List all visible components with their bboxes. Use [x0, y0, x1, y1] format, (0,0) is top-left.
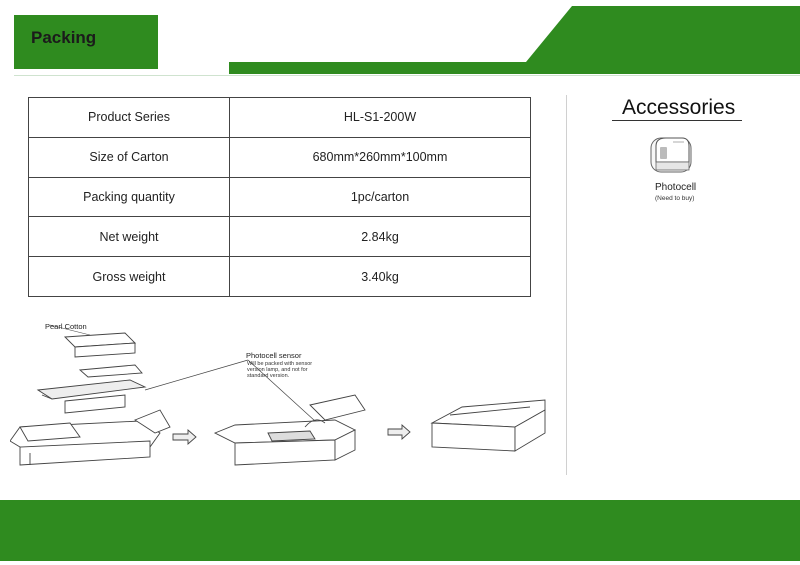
accessories-underline	[612, 120, 742, 121]
header-tab	[14, 15, 158, 69]
row-value: 680mm*260mm*100mm	[230, 137, 531, 177]
footer-band	[0, 500, 800, 561]
row-label: Product Series	[29, 98, 230, 138]
row-label: Packing quantity	[29, 177, 230, 217]
row-value: HL-S1-200W	[230, 98, 531, 138]
pearl-cotton-label: Pearl Cotton	[45, 322, 87, 331]
table-row	[29, 137, 531, 177]
photocell-label: Photocell	[655, 182, 697, 193]
row-value: 3.40kg	[230, 257, 531, 297]
table-row	[29, 217, 531, 257]
photocell-icon	[648, 132, 694, 178]
header-divider	[14, 75, 800, 76]
photocell-sensor-note: Will be packed with sensor version lamp, and not for standard version.	[247, 361, 313, 379]
row-label: Net weight	[29, 217, 230, 257]
row-label: Gross weight	[29, 257, 230, 297]
row-value: 1pc/carton	[230, 177, 531, 217]
row-label: Size of Carton	[29, 137, 230, 177]
accessories-title: Accessories	[622, 96, 736, 119]
spec-table	[28, 97, 531, 297]
page-title: Packing	[31, 28, 97, 47]
row-value: 2.84kg	[230, 217, 531, 257]
photocell-note: (Need to buy)	[655, 195, 695, 202]
packing-diagram	[10, 315, 550, 485]
section-divider	[566, 95, 567, 475]
photocell-sensor-label: Photocell sensor	[246, 351, 302, 360]
table-row	[29, 98, 531, 138]
table-row	[29, 177, 531, 217]
table-row	[29, 257, 531, 297]
